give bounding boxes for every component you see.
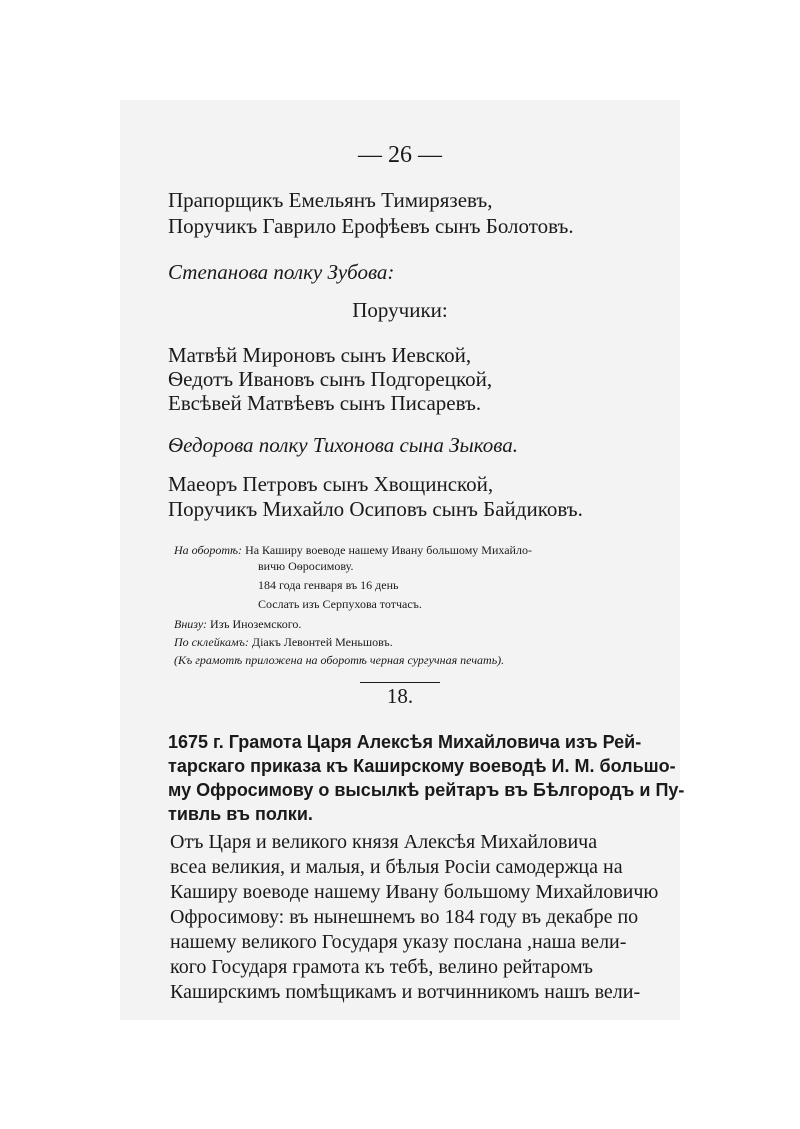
- list-line: Ѳедотъ Ивановъ сынъ Подгорецкой,: [168, 367, 493, 391]
- regiment-title: Степанова полку Зубова:: [168, 260, 395, 284]
- list-line: Поручикъ Михайло Осиповъ сынъ Байдиковъ.: [168, 497, 583, 521]
- document-heading: [168, 730, 685, 826]
- body-line: кого Государя грамота къ тебѣ, велино рейтаромъ: [170, 956, 594, 978]
- heading-line: 1675 г. Грамота Царя Алексѣя Михайловича изъ Рей-: [168, 732, 642, 752]
- section-divider: [360, 682, 440, 683]
- body-line: Каширу воеводе нашему Ивану большому Михайловичю: [170, 881, 659, 903]
- document-number: 18.: [386, 684, 414, 708]
- document-page: [120, 100, 685, 1020]
- heading-line: тивль въ полки.: [168, 804, 313, 824]
- heading-line: му Офросимову о высылкѣ рейтаръ въ Бѣлгородъ и Пу-: [168, 780, 685, 800]
- list-line: Прапорщикъ Емельянъ Тимирязевъ,: [168, 188, 493, 212]
- list-line: Евсѣвей Матвѣевъ сынъ Писаревъ.: [168, 391, 482, 415]
- list-line: Поручикъ Гаврило Ерофѣевъ сынъ Болотовъ.: [168, 214, 574, 238]
- body-line: Каширскимъ помѣщикамъ и вотчинникомъ нашъ вели-: [170, 981, 641, 1003]
- page-number: — 26 —: [358, 142, 442, 168]
- body-line: Офросимову: въ нынешнемъ во 184 году въ декабре по: [170, 906, 639, 928]
- body-line: нашему великого Государя указу послана ,наша вели-: [170, 931, 627, 953]
- note-text: Сослать изъ Серпухова тотчасъ.: [258, 597, 422, 611]
- note-label: На оборотѣ:: [174, 543, 243, 557]
- note-text: вичю Оѳросимову.: [258, 559, 354, 573]
- heading-line: тарскаго приказа къ Каширскому воеводѣ И. М. большо-: [168, 756, 676, 776]
- rank-subheading: Поручики:: [352, 298, 448, 322]
- regiment-title: Ѳедорова полку Тихонова сына Зыкова.: [168, 433, 519, 457]
- note-label: Внизу:: [174, 617, 208, 631]
- note-below: [174, 617, 301, 632]
- note-text: На Каширу воеводе нашему Ивану большому Михайло-: [245, 543, 532, 557]
- note-text: Дiакъ Левонтей Меньшовъ.: [251, 635, 393, 649]
- body-line: Отъ Царя и великого князя Алексѣя Михайловича: [170, 831, 598, 853]
- note-label: По склейкамъ:: [174, 635, 249, 649]
- note-glue: [174, 635, 393, 650]
- note-text: Изъ Иноземского.: [210, 617, 302, 631]
- note-reverse: [174, 543, 532, 558]
- seal-note: (Къ грамотѣ приложена на оборотѣ черная сургучная печать).: [174, 653, 505, 667]
- note-text: 184 года генваря въ 16 день: [258, 578, 399, 592]
- body-line: всеа великия, и малыя, и бѣлыя Росiи самодержца на: [170, 856, 623, 878]
- document-body: [170, 830, 682, 1005]
- list-line: Матвѣй Мироновъ сынъ Иевской,: [168, 343, 472, 367]
- list-line: Маеоръ Петровъ сынъ Хвощинской,: [168, 472, 494, 496]
